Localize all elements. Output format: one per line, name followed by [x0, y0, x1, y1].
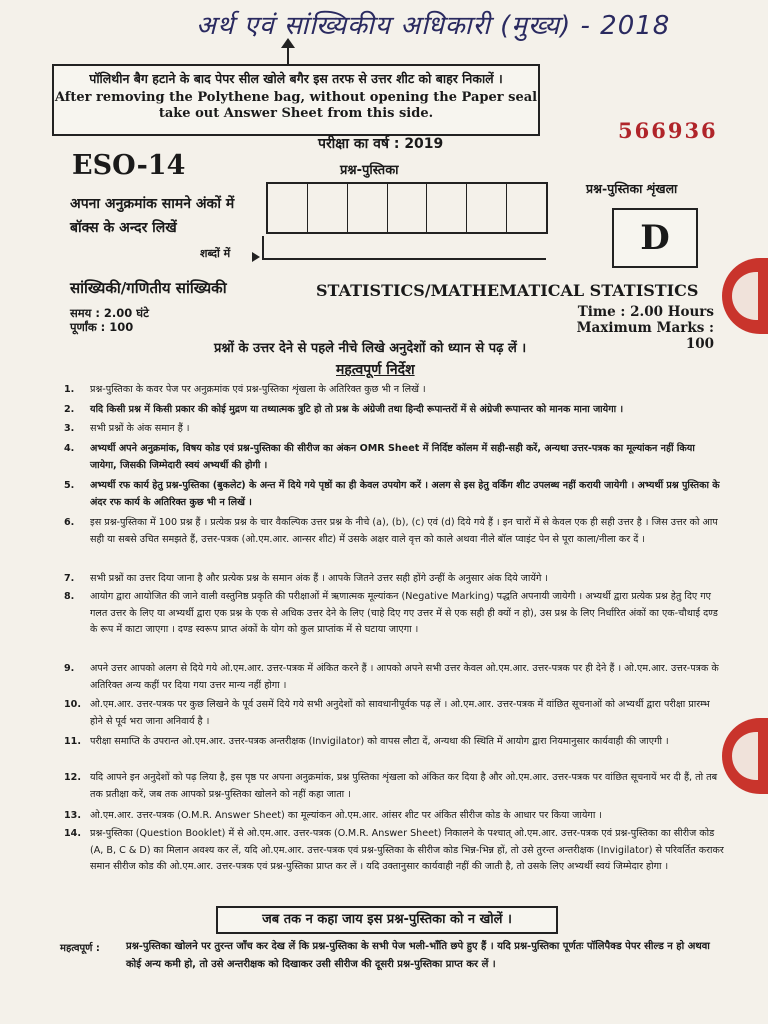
time-marks-hindi: [70, 306, 149, 334]
instruction-item: [64, 589, 724, 639]
instruction-number: 2.: [64, 404, 75, 415]
instruction-text: अभ्यर्थी रफ कार्य हेतु प्रश्न-पुस्तिका (बुकलेट) के अन्त में दिये गये पृष्ठों का ही केवल उपयोग करें । अलग से इस हेतु वर्किंग शीट उपलब्ध नहीं करायी जायेगी । अभ्यर्थी प्रश्न पुस्तिका के अंदर रफ कार्य के अतिरिक्त कुछ भी न लिखें ।: [90, 480, 720, 508]
instruction-item: [64, 571, 724, 588]
instruction-number: 3.: [64, 423, 75, 434]
instruction-number: 5.: [64, 480, 75, 491]
red-seal-stamp: [722, 258, 768, 334]
handwritten-title: अर्थ एवं सांख्यिकीय अधिकारी (मुख्य) - 2018: [196, 11, 671, 41]
series-label: प्रश्न-पुस्तिका शृंखला: [586, 181, 678, 196]
instruction-number: 10.: [64, 699, 81, 710]
series-letter-box: D: [612, 208, 698, 268]
time-hindi: समय : 2.00 घंटे: [70, 306, 149, 320]
instruction-item: [64, 697, 724, 730]
instruction-item: [64, 661, 724, 694]
important-label: महत्वपूर्ण :: [60, 943, 100, 954]
instruction-text: अपने उत्तर आपको अलग से दिये गये ओ.एम.आर. उत्तर-पत्रक में अंकित करने हैं । आपको अपने सभी उत्तर केवल ओ.एम.आर. उत्तर-पत्रक पर ही देने हैं । ओ.एम.आर. उत्तर-पत्रक के अतिरिक्त अन्य कहीं पर दिया गया उत्तर मान्य नहीं होगा ।: [90, 663, 719, 691]
roll-digit-box[interactable]: [427, 184, 467, 232]
instruction-text: ओ.एम.आर. उत्तर-पत्रक (O.M.R. Answer Sheet) का मूल्यांकन ओ.एम.आर. आंसर शीट पर अंकित सीरीज कोड के आधार पर किया जायेगा ।: [90, 810, 602, 821]
instruction-number: 12.: [64, 772, 81, 783]
instruction-text: सभी प्रश्नों का उत्तर दिया जाना है और प्रत्येक प्रश्न के समान अंक हैं । आपके जितने उत्तर सही होंगे उन्हीं के अनुसार अंक दिये जायेंगे ।: [90, 573, 549, 584]
instruction-text: प्रश्न-पुस्तिका (Question Booklet) में से ओ.एम.आर. उत्तर-पत्रक (O.M.R. Answer Sheet) निकालने के पश्चात् ओ.एम.आर. उत्तर-पत्रक एवं प्रश्न-पुस्तिका का सीरीज कोड (A, B, C & D) का मिलान अवश्य कर लें, यदि ओ.एम.आर. उत्तर-पत्रक एवं प्रश्न-पुस्तिका के सीरीज कोड भिन्न-भिन्न हों, तो उसे तुरन्त अन्तरीक्षक (Invigilator) से परिवर्तित कराकर समान सीरीज कोड की ओ.एम.आर. उत्तर-पत्रक एवं प्रश्न-पुस्तिका प्राप्त कर लें । यदि उक्तानुसार कार्यवाही नहीं की जाती है, तो उसके लिए अभ्यर्थी स्वयं जिम्मेदार होगा ।: [90, 828, 724, 872]
instruction-item: [64, 770, 724, 803]
seal-notice-english-1: After removing the Polythene bag, without opening the Paper seal: [54, 90, 538, 105]
instruction-text: प्रश्न-पुस्तिका के कवर पेज पर अनुक्रमांक एवं प्रश्न-पुस्तिका शृंखला के अतिरिक्त कुछ भी न लिखें ।: [90, 384, 426, 395]
instruction-item: [64, 402, 724, 419]
roll-digit-box[interactable]: [467, 184, 507, 232]
instruction-text: परीक्षा समाप्ति के उपरान्त ओ.एम.आर. उत्तर-पत्रक अन्तरीक्षक (Invigilator) को वापस लौटा दें, अन्यथा की स्थिति में आयोग द्वारा नियमानुसार कार्यवाही की जाएगी ।: [90, 736, 669, 747]
roll-digit-box[interactable]: [268, 184, 308, 232]
important-text: प्रश्न-पुस्तिका खोलने पर तुरन्त जाँच कर देख लें कि प्रश्न-पुस्तिका के सभी पेज भली-भाँति छपे हुए हैं । यदि प्रश्न-पुस्तिका पूर्णतः पॉलिपैक्ड पेपर सील्ड न हो अथवा कोई अन्य कमी हो, तो उसे अन्तरीक्षक को दिखाकर उसी सीरीज की दूसरी प्रश्न-पुस्तिका प्राप्त कर लें ।: [126, 941, 710, 970]
seal-notice-box: [52, 64, 540, 136]
instruction-number: 6.: [64, 517, 75, 528]
instruction-item: [64, 515, 724, 548]
instruction-item: [64, 808, 724, 825]
instruction-item: [64, 826, 724, 876]
instruction-number: 8.: [64, 591, 75, 602]
arrow-line: [287, 42, 289, 66]
roll-number-boxes[interactable]: [266, 182, 548, 234]
seal-notice-hindi: पॉलिथीन बैग हटाने के बाद पेपर सील खोले बगैर इस तरफ से उत्तर शीट को बाहर निकालें ।: [89, 71, 503, 86]
instruction-text: आयोग द्वारा आयोजित की जाने वाली वस्तुनिष्ठ प्रकृति की परीक्षाओं में ऋणात्मक मूल्यांकन (Negative Marking) पद्धति अपनायी जायेगी । अभ्यर्थी द्वारा प्रत्येक प्रश्न हेतु दिए गए गलत उत्तर के लिए या अभ्यर्थी द्वारा एक प्रश्न के एक से अधिक उत्तर देने के लिए (चाहे दिए गए उत्तर में से एक सही ही क्यों न हो), उस प्रश्न के लिए निर्धारित अंकों का एक-चौथाई दण्ड के रूप में काटा जाएगा । दण्ड स्वरूप प्राप्त अंकों के योग को कुल प्राप्तांक में से घटाया जाएगा ।: [90, 591, 718, 635]
instructions-title: महत्वपूर्ण निर्देश: [336, 362, 415, 378]
instruction-text: ओ.एम.आर. उत्तर-पत्रक पर कुछ लिखने के पूर्व उसमें दिये गये सभी अनुदेशों को सावधानीपूर्वक पढ़ लें । ओ.एम.आर. उत्तर-पत्रक में वांछित सूचनाओं को अभ्यर्थी द्वारा परीक्षा प्रारम्भ होने से पूर्व भरा जाना अनिवार्य है ।: [90, 699, 710, 727]
roll-instruction-line-2: बॉक्स के अन्दर लिखें: [70, 220, 177, 236]
roll-digit-box[interactable]: [507, 184, 546, 232]
serial-number: 566936: [618, 118, 718, 143]
instruction-number: 4.: [64, 443, 75, 454]
seal-notice-english-2: take out Answer Sheet from this side.: [158, 106, 434, 121]
instruction-number: 1.: [64, 384, 75, 395]
instruction-text: इस प्रश्न-पुस्तिका में 100 प्रश्न हैं । प्रत्येक प्रश्न के चार वैकल्पिक उत्तर प्रश्न के नीचे (a), (b), (c) एवं (d) दिये गये हैं । इन चारों में से केवल एक ही सही उत्तर है । जिस उत्तर को आप सही या सबसे उचित समझते हैं, उत्तर-पत्रक (ओ.एम.आर. आन्सर शीट) में उसके अक्षर वाले वृत्त को काले अथवा नीले बॉल प्वाइंट पेन से पूरा काला/नीला कर दें ।: [90, 517, 718, 545]
marks-hindi: पूर्णांक : 100: [70, 320, 134, 334]
instruction-item: [64, 734, 724, 751]
subject-hindi: सांख्यिकी/गणितीय सांख्यिकी: [70, 279, 227, 297]
booklet-label: प्रश्न-पुस्तिका: [340, 163, 399, 178]
roll-digit-box[interactable]: [308, 184, 348, 232]
roll-number-instruction: [70, 192, 270, 240]
instruction-number: 7.: [64, 573, 75, 584]
do-not-open-notice: जब तक न कहा जाय इस प्रश्न-पुस्तिका को न खोलें ।: [216, 906, 558, 934]
instruction-item: [64, 478, 724, 511]
instruction-item: [64, 421, 724, 438]
instruction-number: 9.: [64, 663, 75, 674]
roll-instruction-line-1: अपना अनुक्रमांक सामने अंकों में: [70, 196, 235, 212]
subject-english: STATISTICS/MATHEMATICAL STATISTICS: [316, 281, 699, 300]
roll-digit-box[interactable]: [348, 184, 388, 232]
course-code: ESO-14: [72, 150, 186, 181]
roll-digit-box[interactable]: [388, 184, 428, 232]
words-label: शब्दों में: [200, 247, 231, 260]
marks-english: Maximum Marks : 100: [576, 320, 714, 352]
arrow-right-icon: [252, 252, 260, 262]
instruction-number: 14.: [64, 828, 81, 839]
time-marks-english: [560, 304, 714, 352]
instruction-text: अभ्यर्थी अपने अनुक्रमांक, विषय कोड एवं प्रश्न-पुस्तिका की सीरीज का अंकन OMR Sheet में निर्दिष्ट कॉलम में सही-सही करें, अन्यथा उत्तर-पत्रक का मूल्यांकन नहीं किया जायेगा, जिसकी जिम्मेदारी स्वयं अभ्यर्थी की होगी ।: [90, 443, 695, 471]
exam-year: परीक्षा का वर्ष : 2019: [318, 136, 444, 152]
time-english: Time : 2.00 Hours: [577, 304, 714, 320]
instruction-text: सभी प्रश्नों के अंक समान हैं ।: [90, 423, 190, 434]
red-seal-stamp: [722, 718, 768, 794]
read-before-note: प्रश्नों के उत्तर देने से पहले नीचे लिखे अनुदेशों को ध्यान से पढ़ लें ।: [214, 341, 527, 356]
instruction-item: [64, 441, 724, 474]
instruction-number: 11.: [64, 736, 81, 747]
instruction-text: यदि किसी प्रश्न में किसी प्रकार की कोई मुद्रण या तथ्यात्मक त्रुटि हो तो प्रश्न के अंग्रेजी तथा हिन्दी रूपान्तरों में से अंग्रेजी रूपान्तर को मानक माना जायेगा ।: [90, 404, 624, 415]
instruction-number: 13.: [64, 810, 81, 821]
instruction-text: यदि आपने इन अनुदेशों को पढ़ लिया है, इस पृष्ठ पर अपना अनुक्रमांक, प्रश्न पुस्तिका शृंखला को अंकित कर दिया है और ओ.एम.आर. उत्तर-पत्रक पर वांछित सूचनायें भर दी हैं, तो तब तक प्रतीक्षा करें, जब तक आपको प्रश्न-पुस्तिका खोलने को नहीं कहा जाता ।: [90, 772, 718, 800]
words-connector-line: [262, 236, 546, 260]
instruction-item: [64, 382, 724, 399]
